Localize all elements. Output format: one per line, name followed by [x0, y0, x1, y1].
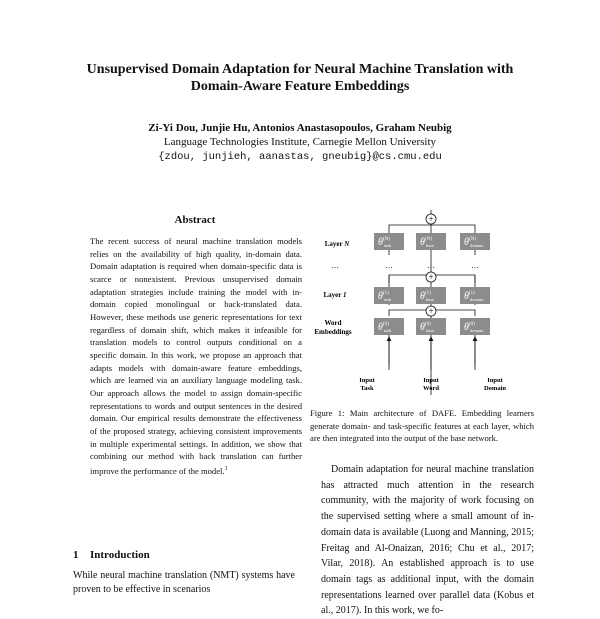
input-word-line2: Word	[423, 385, 439, 392]
author-emails: {zdou, junjieh, aanastas, gneubig}@cs.cmu.edu	[158, 151, 442, 163]
body-paragraph: Domain adaptation for neural machine translation has attracted much attention in the research community, with the majority of work focusing on the supervised setting where a small amount of in-domain data is available (Luong and Manning, 2015; Freitag and Al-Onaizan, 2016; Chu et al., 2017; Vilar, 2018). An established approach is to use domain tags as additional input, with the domain representations learned over parallel data (Kobus et al., 2017). In this work, we fo-	[321, 464, 534, 617]
svg-text:base: base	[426, 328, 434, 333]
section-title: Introduction	[90, 549, 150, 561]
footnote-mark: 1	[224, 465, 228, 472]
svg-text:+: +	[428, 306, 434, 316]
svg-text:base: base	[426, 297, 434, 302]
svg-text:θ(N): $\theta^{(N)}$	[420, 237, 432, 248]
column-ellipsis-domain: …	[471, 261, 479, 270]
label-layer-n: Layer N	[324, 240, 350, 248]
title-line-1: Unsupervised Domain Adaptation for Neural Machine Translation with	[86, 62, 514, 77]
embedding-cell-task	[374, 318, 404, 335]
body-text-right-column	[321, 462, 534, 619]
affiliation: Language Technologies Institute, Carnegie Mellon University	[163, 136, 437, 148]
input-task-line2: Task	[360, 385, 374, 392]
label-ellipsis: …	[331, 261, 339, 270]
input-domain-line1: Input	[487, 377, 503, 384]
plus-node-embeddings	[426, 306, 436, 316]
embedding-cell-base	[416, 287, 446, 304]
svg-text:θ(0): $\theta^{(0)}$	[378, 322, 389, 333]
embedding-cell-base	[416, 318, 446, 335]
embedding-cell-base	[416, 233, 446, 250]
embedding-cell-domain	[460, 233, 490, 250]
svg-text:base: base	[426, 243, 434, 248]
label-embeddings: Embeddings	[314, 328, 352, 336]
svg-text:task: task	[384, 243, 392, 248]
embedding-cell-task	[374, 233, 404, 250]
svg-text:+: +	[428, 214, 434, 224]
svg-text:θ(0): $\theta^{(0)}$	[420, 322, 431, 333]
paper-title	[60, 61, 540, 95]
embedding-cell-domain	[460, 287, 490, 304]
embedding-cell-task	[374, 287, 404, 304]
svg-text:+: +	[428, 272, 434, 282]
section-number: 1	[73, 549, 79, 561]
title-line-2: Domain-Aware Feature Embeddings	[190, 79, 410, 94]
column-ellipsis-task: …	[385, 261, 393, 270]
svg-text:domain: domain	[470, 243, 484, 248]
introduction-text: While neural machine translation (NMT) systems have proven to be effective in scenarios	[73, 570, 295, 595]
embedding-cell-domain	[460, 318, 490, 335]
dafe-architecture-figure	[305, 205, 540, 400]
figure-caption: Figure 1: Main architecture of DAFE. Embedding learners generate domain- and task-specific features at each layer, which are then integrated into the output of the base network.	[310, 408, 534, 443]
svg-text:domain: domain	[470, 328, 484, 333]
svg-text:task: task	[384, 328, 392, 333]
input-word-line1: Input	[423, 377, 439, 384]
column-ellipsis-base: …	[427, 261, 435, 270]
svg-text:θ(1): $\theta^{(1)}$	[378, 291, 389, 302]
svg-text:θ(1): $\theta^{(1)}$	[464, 291, 475, 302]
svg-text:domain: domain	[470, 297, 484, 302]
plus-node-top	[426, 214, 436, 224]
abstract-text: The recent success of neural machine translation models relies on the availability of high quality, in-domain data. Domain adaptation is required when domain-specific data is scarce or nonexistent. Previous unsupervised domain adaptation strategies include training the model with in-domain copied monolingual or back-translated data. However, these methods use generic representations for text regardless of domain shift, which makes it infeasible for translation models to control outputs conditional on a specific domain. In this work, we propose an approach that adapts models with domain-aware feature embeddings, which are learned via an auxiliary language modeling task. Our approach allows the model to assign domain-specific representations to words and output sentences in the desired domain. Our empirical results demonstrate the effectiveness of the proposed strategy, achieving consistent improvements in multiple experimental settings. In addition, we show that combining our method with back translation can further improve the performance of the model.	[90, 236, 302, 476]
input-domain-line2: Domain	[483, 385, 507, 392]
abstract-heading: Abstract	[174, 214, 216, 226]
abstract-body	[90, 235, 302, 477]
label-layer-1: Layer 1	[323, 291, 347, 299]
svg-text:θ(N): $\theta^{(N)}$	[464, 237, 476, 248]
plus-node-layer-1	[426, 272, 436, 282]
label-word: Word	[324, 319, 342, 327]
svg-text:θ(1): $\theta^{(1)}$	[420, 291, 431, 302]
svg-text:task: task	[384, 297, 392, 302]
input-task-line1: Input	[359, 377, 375, 384]
svg-text:θ(0): $\theta^{(0)}$	[464, 322, 475, 333]
section-heading-introduction	[73, 549, 150, 561]
author-list: Zi-Yi Dou, Junjie Hu, Antonios Anastasopoulos, Graham Neubig	[148, 122, 452, 134]
svg-text:θ(N): $\theta^{(N)}$	[378, 237, 390, 248]
